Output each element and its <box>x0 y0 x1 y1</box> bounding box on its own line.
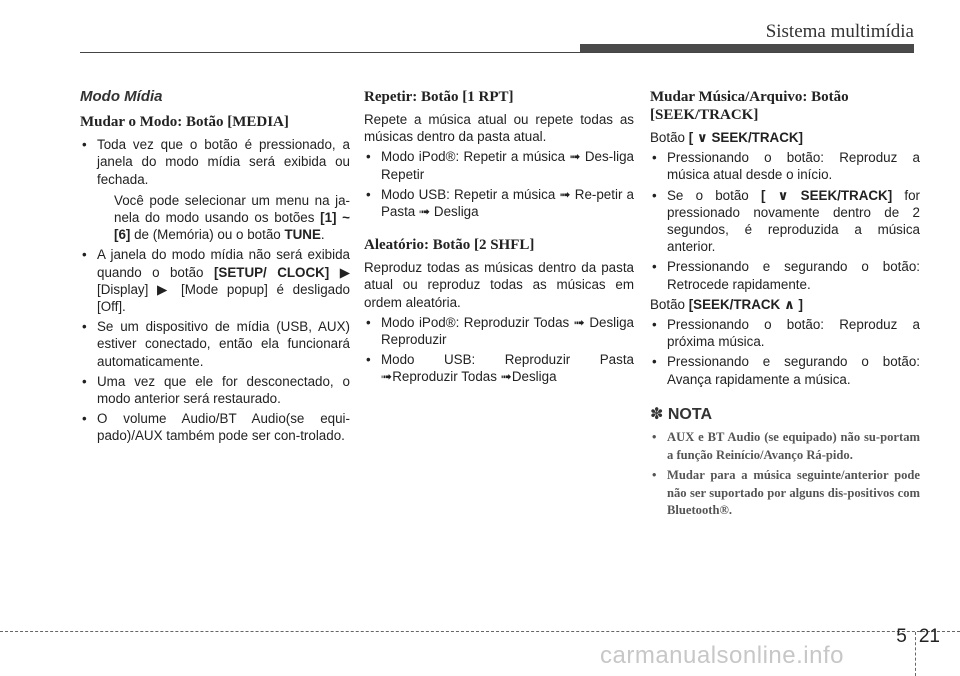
header-bar <box>580 44 914 52</box>
note-list <box>650 429 920 520</box>
list-item: • Uma vez que ele for desconectado, o modo anterior será restaurado. <box>80 373 350 407</box>
list-subitem: Você pode selecionar um menu na ja-nela do modo usando os botões [1] ~ [6] de (Memória) ou o botão TUNE. <box>114 192 350 243</box>
repeat-list <box>364 148 634 220</box>
seek-heading: Mudar Música/Arquivo: Botão [SEEK/TRACK] <box>650 89 849 123</box>
note-item: • Mudar para a música seguinte/anterior pode não ser suportado por alguns dis-positivos com Bluetooth®. <box>650 467 920 520</box>
column-media-mode <box>80 88 350 448</box>
page-number-value: 21 <box>918 626 940 647</box>
watermark: carmanualsonline.info <box>600 642 844 669</box>
shuffle-heading: Aleatório: Botão [2 SHFL] <box>364 237 535 254</box>
media-heading: Mudar o Modo: Botão [MEDIA] <box>80 114 289 131</box>
column-repeat-shuffle <box>364 88 634 389</box>
list-item: • Modo USB: Reproduzir Pasta ➟Reproduzir Todas ➟Desliga <box>364 351 634 385</box>
seek-up-label: Botão [SEEK/TRACK ∧ ] <box>650 296 803 312</box>
list-item: • O volume Audio/BT Audio(se equi-pado)/AUX também pode ser con-trolado. <box>80 410 350 444</box>
list-item: • A janela do modo mídia não será exibida quando o botão [SETUP/ CLOCK] ▶ [Display] ▶ [Mode popup] é desligado [Off]. <box>80 246 350 315</box>
list-item: • Se o botão [ ∨ SEEK/TRACK] for pressionado novamente dentro de 2 segundos, é reproduzida a música anterior. <box>650 187 920 256</box>
shuffle-intro: Reproduz todas as músicas dentro da pasta atual ou reproduz todas as músicas em ordem aleatória. <box>364 260 634 310</box>
list-item: • Toda vez que o botão é pressionado, a janela do modo mídia será exibida ou fechada. Você pode selecionar um menu na ja-nela do modo usando os botões [1] ~ [6] de (Memória) ou o botão TUNE. <box>80 136 350 243</box>
chapter-number: 5 <box>896 626 907 647</box>
media-list <box>80 136 350 444</box>
note-title: ✽ NOTA <box>650 405 712 423</box>
list-item: • Modo iPod®: Reproduzir Todas ➟ Desliga Reproduzir <box>364 314 634 348</box>
seek-down-label: Botão [ ∨ SEEK/TRACK] <box>650 130 803 145</box>
footer-rule <box>0 631 960 632</box>
note-item: • AUX e BT Audio (se equipado) não su-portam a função Reinício/Avanço Rá-pido. <box>650 429 920 464</box>
list-item: • Pressionando o botão: Reproduz a próxima música. <box>650 316 920 350</box>
page-number <box>896 626 940 648</box>
list-item: • Modo USB: Repetir a música ➟ Re-petir a Pasta ➟ Desliga <box>364 186 634 220</box>
seek-up-list <box>650 316 920 388</box>
section-title: Modo Mídia <box>80 88 163 105</box>
list-item: • Modo iPod®: Repetir a música ➟ Des-liga Repetir <box>364 148 634 182</box>
seek-down-list <box>650 149 920 293</box>
shuffle-list <box>364 314 634 386</box>
list-item: • Se um dispositivo de mídia (USB, AUX) estiver conectado, então ela funcionará automaticamente. <box>80 318 350 370</box>
header-title: Sistema multimídia <box>765 21 914 42</box>
list-item: • Pressionando e segurando o botão: Avança rapidamente a música. <box>650 353 920 387</box>
repeat-heading: Repetir: Botão [1 RPT] <box>364 89 514 105</box>
header-rule <box>80 52 914 53</box>
column-seek-track <box>650 88 920 523</box>
list-item: • Pressionando o botão: Reproduz a música atual desde o início. <box>650 149 920 183</box>
list-item: • Pressionando e segurando o botão: Retrocede rapidamente. <box>650 258 920 292</box>
repeat-intro: Repete a música atual ou repete todas as músicas dentro da pasta atual. <box>364 112 634 145</box>
